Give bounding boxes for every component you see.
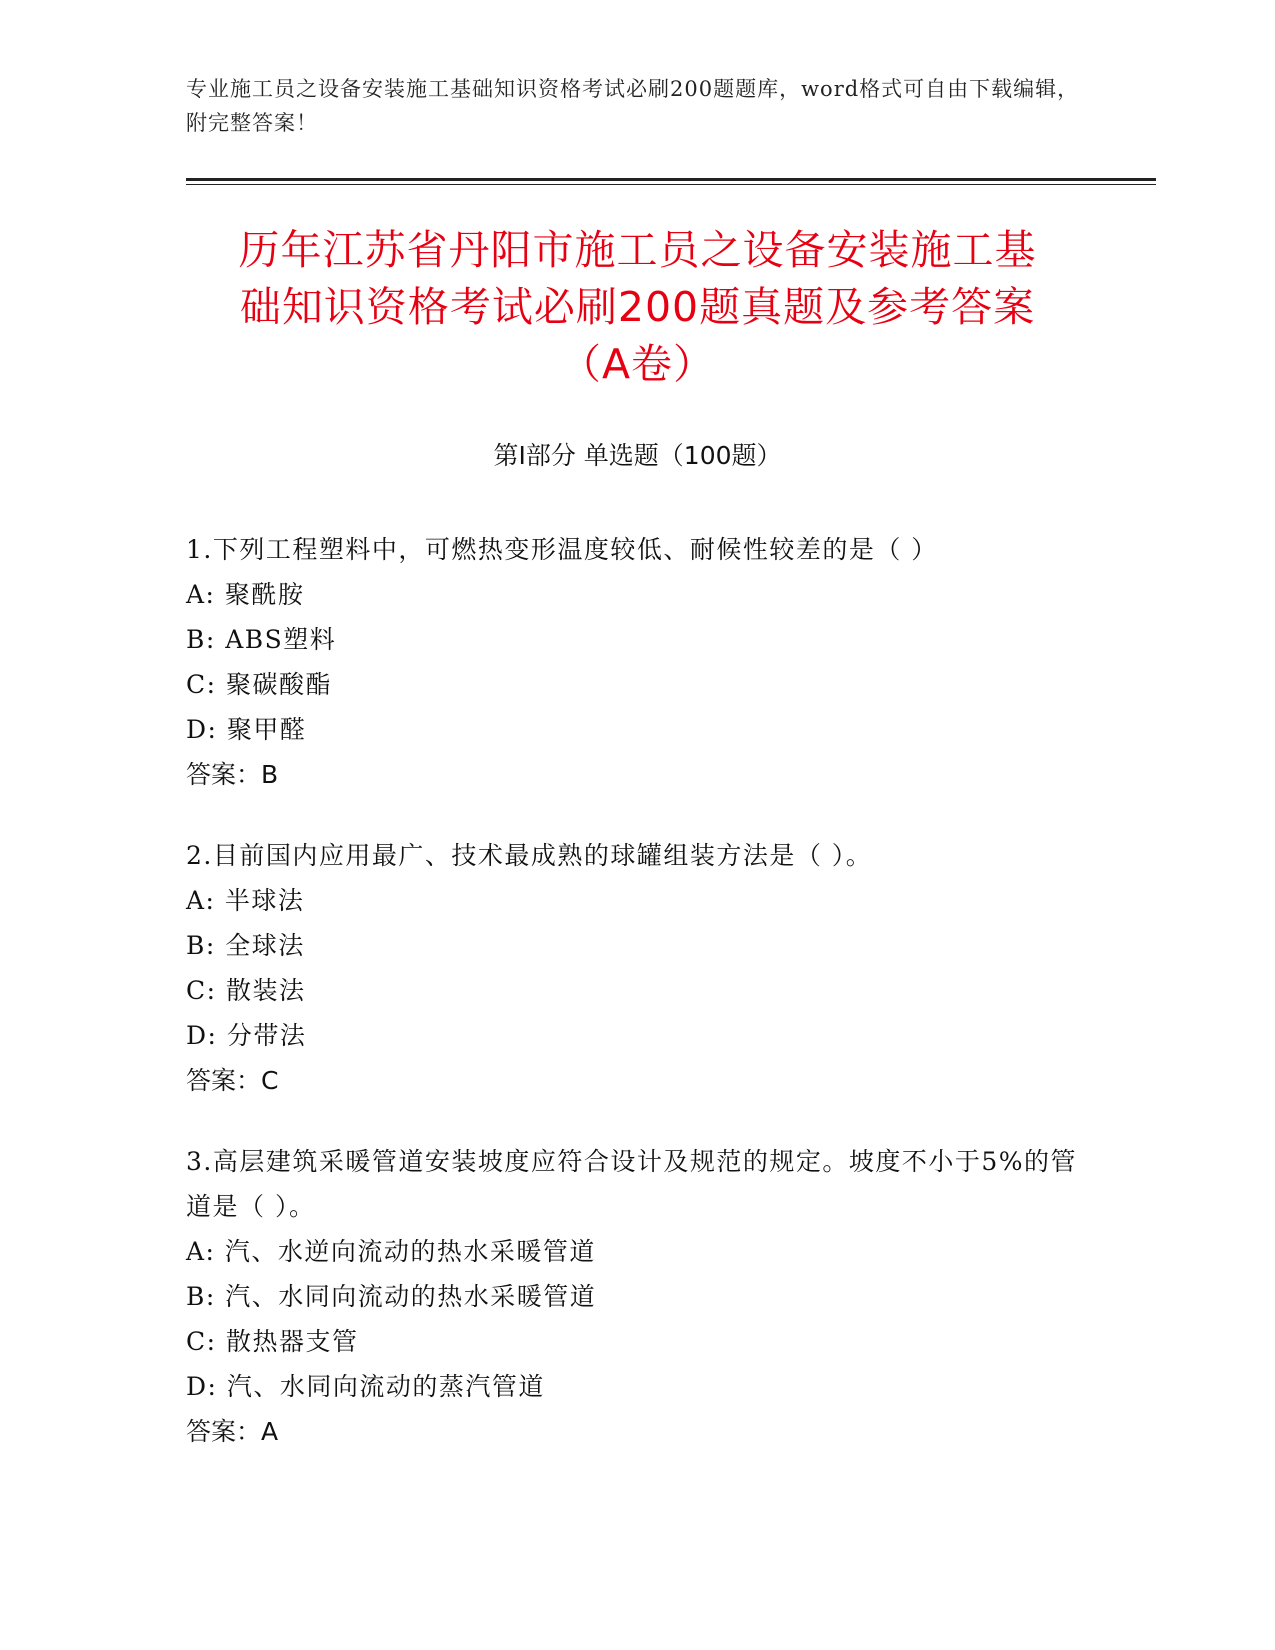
document-title — [150, 222, 1125, 393]
option-d: D: 汽、水同向流动的蒸汽管道 — [186, 1372, 545, 1401]
question-2 — [186, 833, 1086, 1103]
question-text: 3.高层建筑采暖管道安装坡度应符合设计及规范的规定。坡度不小于5%的管道是（ ）。 — [186, 1147, 1078, 1221]
question-list — [186, 527, 1086, 1490]
header-note: 专业施工员之设备安装施工基础知识资格考试必刷200题题库，word格式可自由下载编辑，附完整答案！ — [186, 77, 1080, 135]
option-c: C: 散热器支管 — [186, 1327, 359, 1356]
answer: 答案：B — [186, 760, 279, 789]
header-divider-thick — [186, 178, 1156, 181]
option-b: B: 汽、水同向流动的热水采暖管道 — [186, 1282, 597, 1311]
option-a: A: 聚酰胺 — [186, 580, 305, 609]
question-text: 1.下列工程塑料中，可燃热变形温度较低、耐候性较差的是（ ） — [186, 535, 938, 564]
header-divider-thin — [186, 184, 1156, 185]
document-title-line-3: （A卷） — [559, 340, 716, 388]
option-b: B: ABS塑料 — [186, 625, 337, 654]
answer: 答案：A — [186, 1417, 279, 1446]
question-1 — [186, 527, 1086, 797]
document-title-line-2: 础知识资格考试必刷200题真题及参考答案 — [239, 283, 1036, 331]
option-d: D: 分带法 — [186, 1021, 307, 1050]
section-title: 第Ⅰ部分 单选题（100题） — [493, 441, 782, 470]
option-c: C: 散装法 — [186, 976, 306, 1005]
option-d: D: 聚甲醛 — [186, 715, 307, 744]
answer: 答案：C — [186, 1066, 279, 1095]
question-3 — [186, 1139, 1086, 1454]
question-text: 2.目前国内应用最广、技术最成熟的球罐组装方法是（ ）。 — [186, 841, 873, 870]
option-c: C: 聚碳酸酯 — [186, 670, 332, 699]
option-a: A: 汽、水逆向流动的热水采暖管道 — [186, 1237, 596, 1266]
option-b: B: 全球法 — [186, 931, 305, 960]
option-a: A: 半球法 — [186, 886, 305, 915]
document-title-line-1: 历年江苏省丹阳市施工员之设备安装施工基 — [238, 226, 1037, 274]
